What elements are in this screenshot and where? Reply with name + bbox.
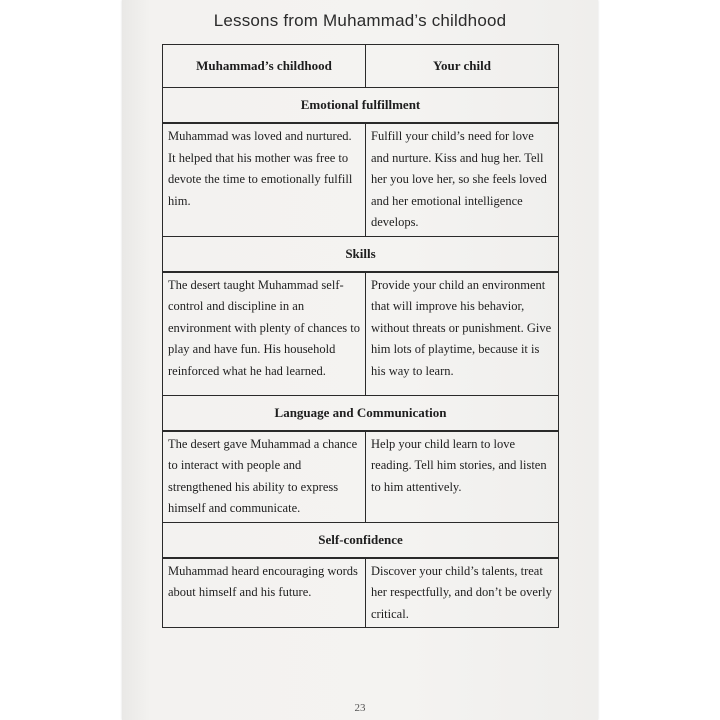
section-heading-skills: Skills [163, 236, 559, 272]
section-heading-self-confidence: Self-confidence [163, 522, 559, 558]
cell-child-skills: Provide your child an environment that will improve his behavior, without threats or punishment. Give him lots of playtime, because it is his way to learn. [366, 272, 559, 396]
cell-muhammad-skills: The desert taught Muhammad self-control and discipline in an environment with plenty of chances to play and have fun. His household reinforced what he had learned. [163, 272, 366, 396]
lessons-table [162, 44, 559, 628]
section-heading-row [163, 395, 559, 431]
cell-muhammad-emotional: Muhammad was loved and nurtured. It helped that his mother was free to devote the time to emotionally fulfill him. [163, 123, 366, 236]
table-row [163, 558, 559, 628]
column-header-your-child: Your child [366, 45, 559, 88]
table-row [163, 123, 559, 236]
section-heading-row [163, 236, 559, 272]
cell-child-language: Help your child learn to love reading. Tell him stories, and listen to him attentively. [366, 431, 559, 523]
section-heading-language-communication: Language and Communication [163, 395, 559, 431]
table-row [163, 272, 559, 396]
column-header-row [163, 45, 559, 88]
page-title: Lessons from Muhammad’s childhood [213, 11, 507, 30]
column-header-muhammad: Muhammad’s childhood [163, 45, 366, 88]
section-heading-row [163, 88, 559, 124]
cell-muhammad-confidence: Muhammad heard encouraging words about himself and his future. [163, 558, 366, 628]
section-heading-row [163, 522, 559, 558]
page-number: 23 [354, 702, 366, 714]
cell-child-confidence: Discover your child’s talents, treat her respectfully, and don’t be overly critical. [366, 558, 559, 628]
table-row [163, 431, 559, 523]
section-heading-emotional-fulfillment: Emotional fulfillment [163, 88, 559, 124]
cell-child-emotional: Fulfill your child’s need for love and nurture. Kiss and hug her. Tell her you love her, so she feels loved and her emotional intelligence develops. [366, 123, 559, 236]
cell-muhammad-language: The desert gave Muhammad a chance to interact with people and strengthened his ability to express himself and communicate. [163, 431, 366, 523]
